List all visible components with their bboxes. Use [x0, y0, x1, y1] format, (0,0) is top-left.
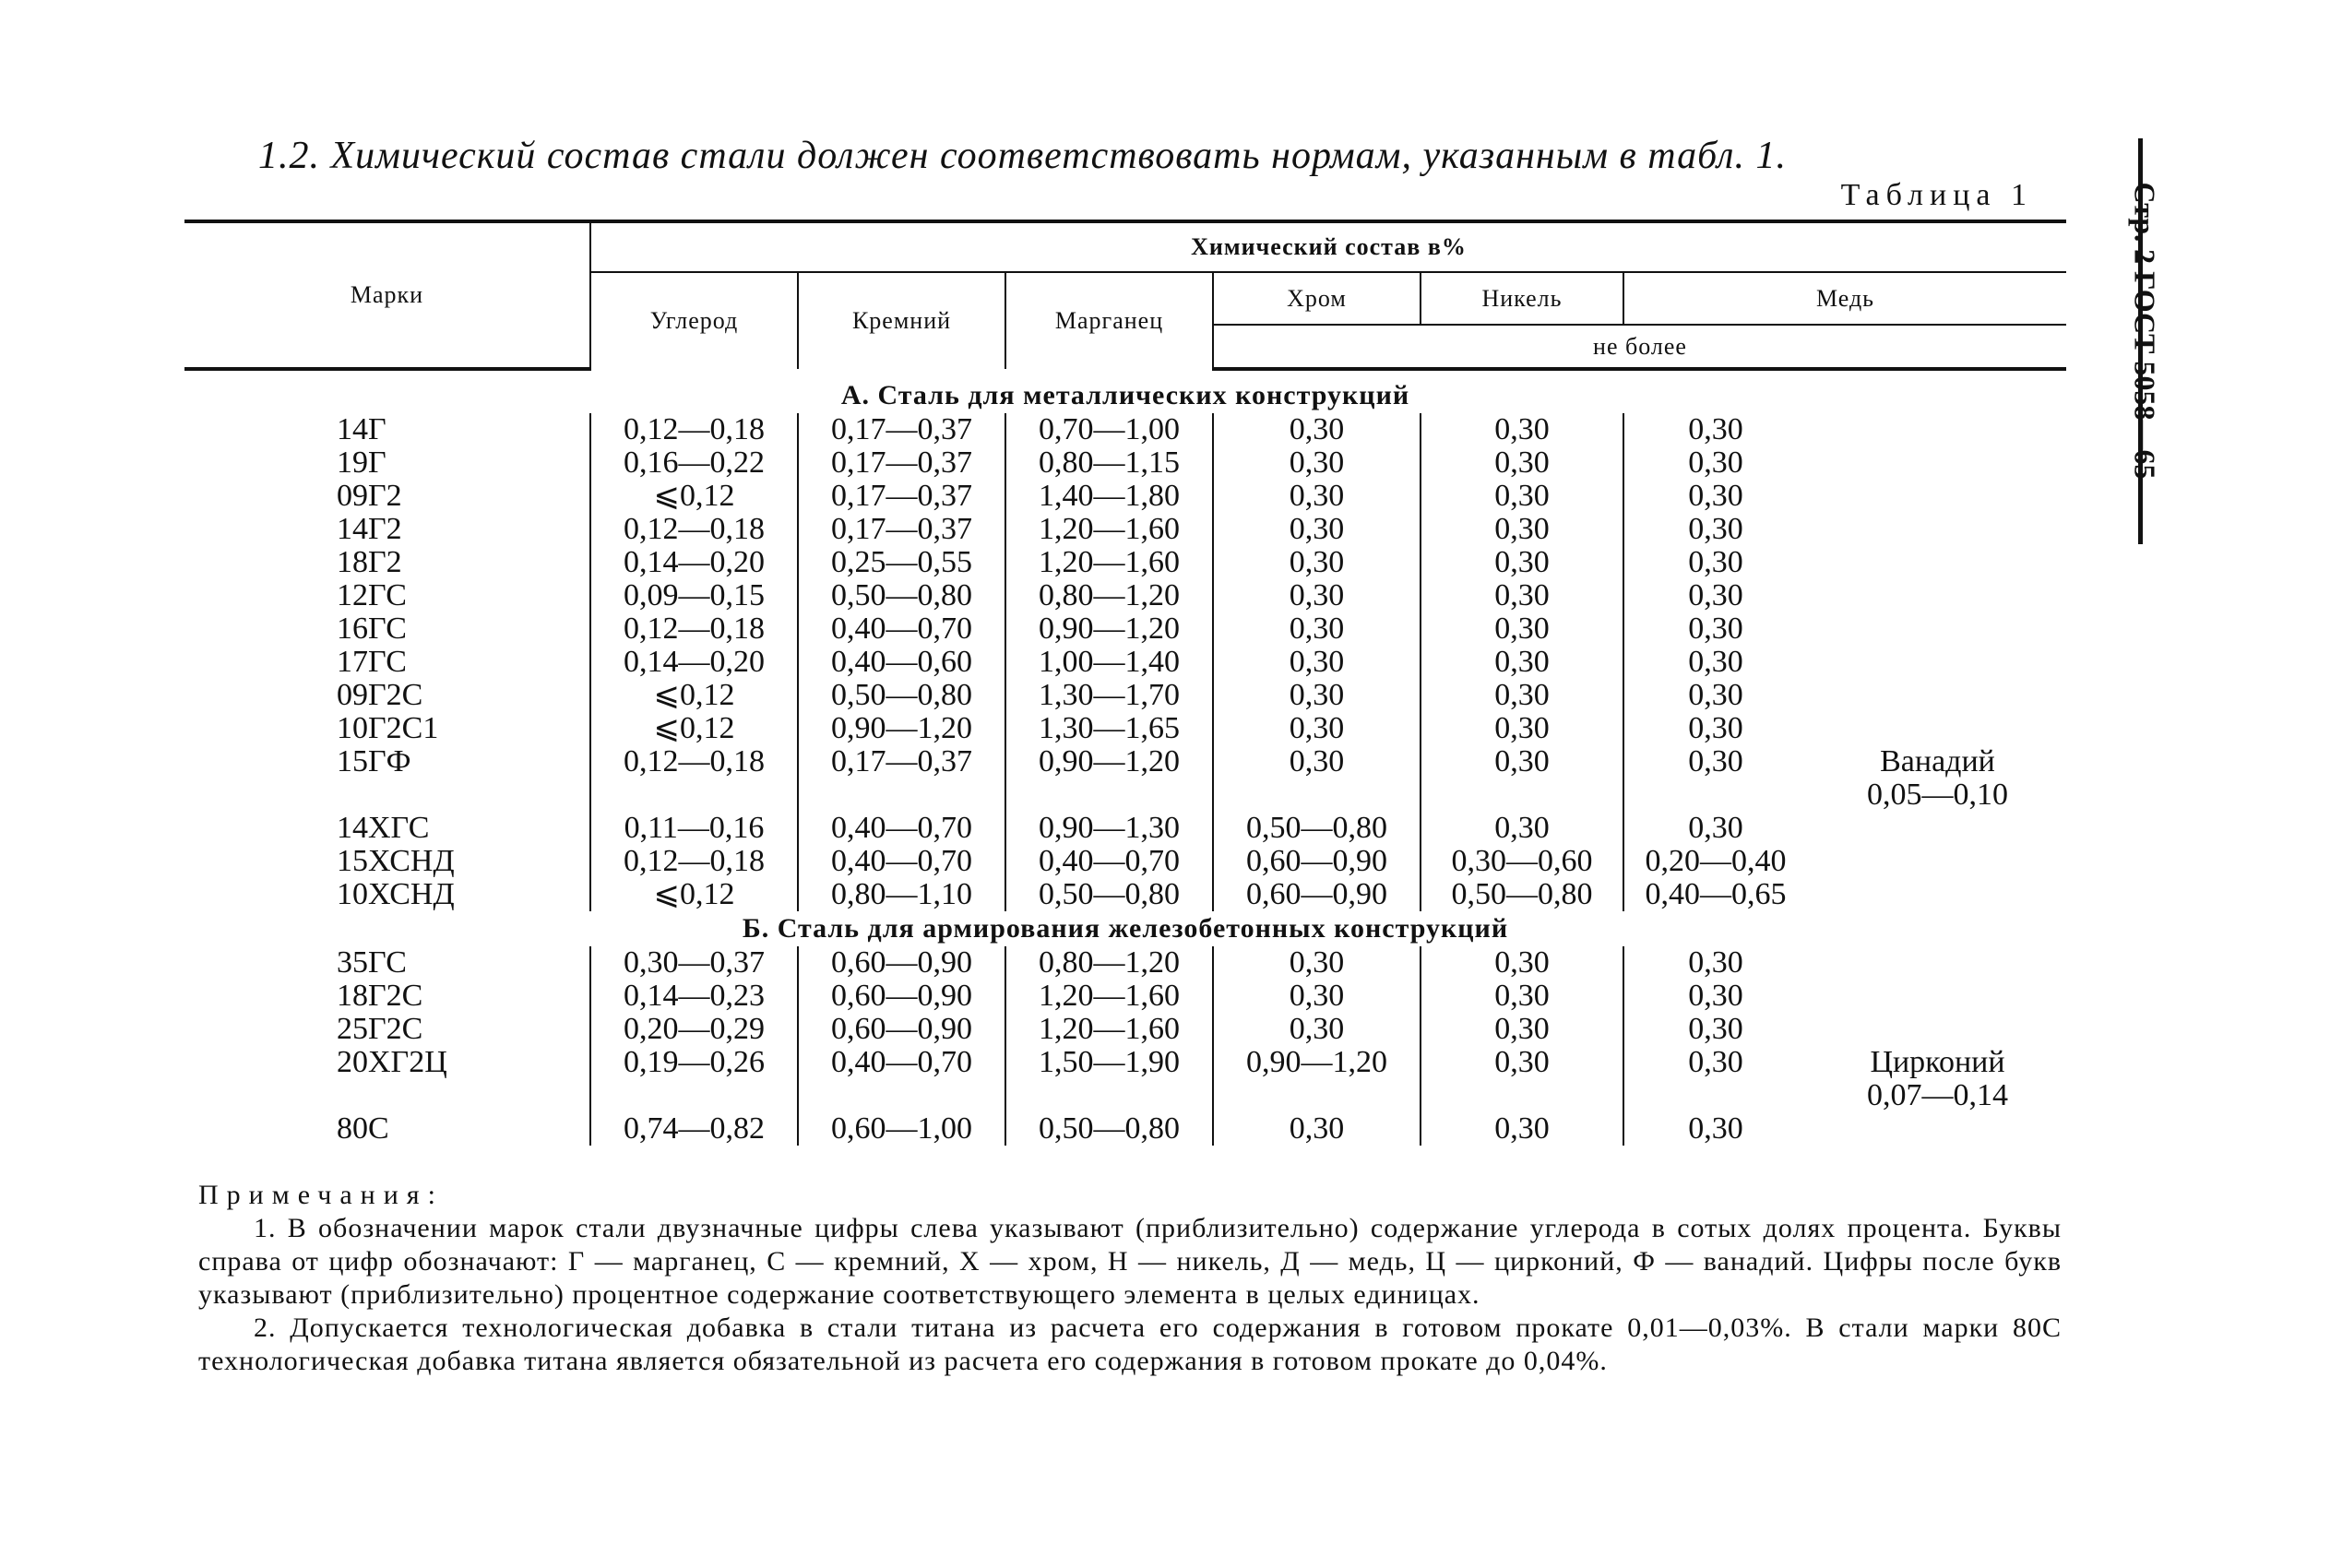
cell-cu: 0,30 — [1623, 712, 1808, 745]
cell-ni: 0,30 — [1421, 712, 1623, 745]
cell-mn: 0,50—0,80 — [1005, 878, 1213, 911]
table-row — [184, 679, 2066, 712]
cell-si: 0,17—0,37 — [798, 446, 1005, 480]
cell-c: 0,09—0,15 — [590, 579, 798, 612]
cell-extra-element — [1808, 1013, 2066, 1046]
cell-mn: 0,80—1,20 — [1005, 579, 1213, 612]
table-row — [184, 712, 2066, 745]
cell-extra-element — [1808, 513, 2066, 546]
table-row — [184, 646, 2066, 679]
cell-mark: 15ХСНД — [337, 844, 455, 878]
cell-mn: 1,40—1,80 — [1005, 480, 1213, 513]
cell-cu: 0,30 — [1623, 546, 1808, 579]
table-row — [184, 480, 2066, 513]
cell-cu: 0,30 — [1623, 946, 1808, 980]
cell-extra-element — [1808, 946, 2066, 980]
cell-extra-element: Цирконий — [1870, 1045, 2005, 1079]
cell-mn: 0,90—1,20 — [1005, 612, 1213, 646]
cell-cu: 0,30 — [1623, 1112, 1808, 1146]
cell-blank — [798, 1079, 1005, 1112]
cell-ni: 0,30 — [1421, 546, 1623, 579]
cell-si: 0,40—0,70 — [798, 1046, 1005, 1079]
cell-cu: 0,30 — [1623, 612, 1808, 646]
cell-mark: 20ХГ2Ц — [337, 1045, 447, 1079]
cell-c: 0,74—0,82 — [590, 1112, 798, 1146]
cell-cr: 0,30 — [1213, 712, 1421, 745]
cell-ni: 0,30 — [1421, 1112, 1623, 1146]
cell-c: 0,20—0,29 — [590, 1013, 798, 1046]
section-b-title: Б. Сталь для армирования железобетонных конструкций — [742, 913, 1509, 944]
cell-extra-element — [1808, 712, 2066, 745]
cell-mark: 18Г2 — [337, 545, 402, 579]
cell-ni: 0,30 — [1421, 612, 1623, 646]
table-row — [184, 845, 2066, 878]
cell-c: 0,16—0,22 — [590, 446, 798, 480]
table-caption: Таблица 1 — [1840, 178, 2033, 212]
cell-extra-element — [1808, 878, 2066, 911]
cell-mark: 15ГФ — [337, 744, 411, 778]
cell-si: 0,60—0,90 — [798, 1013, 1005, 1046]
cell-cr: 0,90—1,20 — [1213, 1046, 1421, 1079]
cell-ni: 0,30 — [1421, 579, 1623, 612]
cell-cu: 0,30 — [1623, 413, 1808, 446]
cell-si: 0,17—0,37 — [798, 745, 1005, 778]
cell-si: 0,60—0,90 — [798, 980, 1005, 1013]
note-2: 2. Допускается технологическая добавка в стали титана из расчета его содержания в готовом прокате 0,01—0,03%. В стали марки 80С технологическая добавка титана является обязательной из расчета его содержания в готовом прокате до 0,04%. — [198, 1313, 2062, 1376]
cell-cu: 0,30 — [1623, 1046, 1808, 1079]
cell-mark: 12ГС — [337, 578, 407, 612]
table-row — [184, 513, 2066, 546]
cell-cr: 0,30 — [1213, 446, 1421, 480]
cell-ni: 0,30 — [1421, 480, 1623, 513]
cell-extra-element — [1808, 579, 2066, 612]
cell-c: 0,12—0,18 — [590, 513, 798, 546]
cell-blank — [1421, 778, 1623, 812]
cell-c: 0,19—0,26 — [590, 1046, 798, 1079]
cell-extra-element — [1808, 845, 2066, 878]
cell-mn: 1,30—1,70 — [1005, 679, 1213, 712]
cell-ni: 0,30 — [1421, 679, 1623, 712]
cell-ni: 0,30 — [1421, 646, 1623, 679]
notes-heading: Примечания: — [198, 1180, 444, 1210]
table-row — [184, 1013, 2066, 1046]
header-manganese: Марганец — [1005, 272, 1213, 369]
cell-cu: 0,30 — [1623, 980, 1808, 1013]
note-1: 1. В обозначении марок стали двузначные цифры слева указывают (приблизительно) содержание углерода в сотых долях процента. Буквы справа от цифр обозначают: Г — марганец, С — кремний, Х — хром, Н — никель, Д — медь, Ц — цирконий, Ф — ванадий. Цифры после букв указывают (приблизительно) процентное содержание соответствующего элемента в целых единицах. — [198, 1213, 2062, 1310]
cell-mark: 16ГС — [337, 612, 407, 646]
cell-cr: 0,50—0,80 — [1213, 812, 1421, 845]
cell-cu: 0,30 — [1623, 745, 1808, 778]
cell-mark: 09Г2 — [337, 479, 402, 513]
section-a-title: А. Сталь для металлических конструкций — [840, 380, 1410, 410]
table-row — [184, 878, 2066, 911]
cell-c: ⩽0,12 — [590, 878, 798, 911]
cell-cr: 0,30 — [1213, 646, 1421, 679]
cell-extra-element — [1808, 1112, 2066, 1146]
cell-c: ⩽0,12 — [590, 679, 798, 712]
cell-c: 0,12—0,18 — [590, 413, 798, 446]
cell-mn: 1,20—1,60 — [1005, 980, 1213, 1013]
cell-ni: 0,50—0,80 — [1421, 878, 1623, 911]
cell-c: 0,14—0,23 — [590, 980, 798, 1013]
table-row — [184, 612, 2066, 646]
cell-si: 0,40—0,70 — [798, 812, 1005, 845]
cell-mark: 80С — [337, 1111, 389, 1146]
notes-block — [198, 1179, 2062, 1378]
cell-ni: 0,30 — [1421, 980, 1623, 1013]
table-row — [184, 946, 2066, 980]
cell-cr: 0,30 — [1213, 946, 1421, 980]
cell-cr: 0,30 — [1213, 980, 1421, 1013]
cell-extra-range: 0,05—0,10 — [1867, 778, 2008, 812]
cell-ni: 0,30 — [1421, 946, 1623, 980]
cell-si: 0,60—1,00 — [798, 1112, 1005, 1146]
page-side-header — [2117, 138, 2172, 544]
cell-mark: 35ГС — [337, 945, 407, 980]
cell-cr: 0,30 — [1213, 612, 1421, 646]
header-nickel: Никель — [1421, 272, 1623, 325]
cell-c: 0,30—0,37 — [590, 946, 798, 980]
cell-extra-element — [1808, 612, 2066, 646]
cell-blank — [184, 778, 590, 812]
cell-ni: 0,30—0,60 — [1421, 845, 1623, 878]
page-number-standard: Стр. 2 ГОСТ 5058—65 — [2128, 182, 2162, 480]
cell-cu: 0,30 — [1623, 679, 1808, 712]
cell-blank — [590, 778, 798, 812]
cell-extra-element — [1808, 646, 2066, 679]
header-carbon: Углерод — [590, 272, 798, 369]
cell-mn: 1,20—1,60 — [1005, 1013, 1213, 1046]
cell-ni: 0,30 — [1421, 745, 1623, 778]
cell-extra-element — [1808, 480, 2066, 513]
cell-si: 0,17—0,37 — [798, 480, 1005, 513]
cell-blank — [590, 1079, 798, 1112]
cell-cr: 0,30 — [1213, 1013, 1421, 1046]
header-not-more: не более — [1213, 325, 2066, 369]
table-row-continuation — [184, 778, 2066, 812]
cell-mn: 0,80—1,15 — [1005, 446, 1213, 480]
cell-mn: 1,30—1,65 — [1005, 712, 1213, 745]
cell-ni: 0,30 — [1421, 446, 1623, 480]
cell-mn: 0,50—0,80 — [1005, 1112, 1213, 1146]
cell-c: 0,14—0,20 — [590, 646, 798, 679]
cell-mn: 1,50—1,90 — [1005, 1046, 1213, 1079]
cell-blank — [798, 778, 1005, 812]
cell-ni: 0,30 — [1421, 1046, 1623, 1079]
cell-cr: 0,60—0,90 — [1213, 845, 1421, 878]
cell-c: 0,14—0,20 — [590, 546, 798, 579]
cell-mn: 0,70—1,00 — [1005, 413, 1213, 446]
cell-blank — [1623, 778, 1808, 812]
cell-mark: 19Г — [337, 445, 386, 480]
cell-c: ⩽0,12 — [590, 712, 798, 745]
cell-cu: 0,30 — [1623, 480, 1808, 513]
cell-cr: 0,30 — [1213, 679, 1421, 712]
table-row — [184, 579, 2066, 612]
cell-extra-element — [1808, 812, 2066, 845]
cell-si: 0,50—0,80 — [798, 579, 1005, 612]
header-composition: Химический состав в% — [590, 221, 2066, 272]
cell-cr: 0,30 — [1213, 745, 1421, 778]
table-row — [184, 980, 2066, 1013]
cell-cu: 0,20—0,40 — [1623, 845, 1808, 878]
cell-si: 0,90—1,20 — [798, 712, 1005, 745]
cell-cu: 0,30 — [1623, 646, 1808, 679]
table-body — [184, 369, 2066, 1146]
cell-cu: 0,40—0,65 — [1623, 878, 1808, 911]
cell-ni: 0,30 — [1421, 513, 1623, 546]
cell-si: 0,25—0,55 — [798, 546, 1005, 579]
cell-si: 0,80—1,10 — [798, 878, 1005, 911]
cell-cu: 0,30 — [1623, 513, 1808, 546]
cell-c: 0,11—0,16 — [590, 812, 798, 845]
cell-ni: 0,30 — [1421, 413, 1623, 446]
cell-blank — [1005, 1079, 1213, 1112]
cell-extra-range: 0,07—0,14 — [1867, 1078, 2008, 1112]
cell-extra-element — [1808, 546, 2066, 579]
cell-mn: 0,80—1,20 — [1005, 946, 1213, 980]
cell-ni: 0,30 — [1421, 1013, 1623, 1046]
cell-mark: 14ХГС — [337, 811, 430, 845]
cell-c: 0,12—0,18 — [590, 845, 798, 878]
cell-c: 0,12—0,18 — [590, 745, 798, 778]
cell-cu: 0,30 — [1623, 446, 1808, 480]
cell-si: 0,40—0,70 — [798, 845, 1005, 878]
cell-si: 0,40—0,60 — [798, 646, 1005, 679]
cell-blank — [184, 1079, 590, 1112]
header-marks: Марки — [184, 221, 590, 369]
chemical-composition-table — [184, 220, 2066, 1146]
cell-cr: 0,30 — [1213, 513, 1421, 546]
cell-blank — [1421, 1079, 1623, 1112]
cell-c: ⩽0,12 — [590, 480, 798, 513]
cell-extra-element — [1808, 446, 2066, 480]
table-row — [184, 546, 2066, 579]
header-copper: Медь — [1623, 272, 2066, 325]
cell-mark: 14Г2 — [337, 512, 402, 546]
cell-cr: 0,30 — [1213, 1112, 1421, 1146]
cell-extra-element: Ванадий — [1880, 744, 1995, 778]
cell-ni: 0,30 — [1421, 812, 1623, 845]
cell-si: 0,17—0,37 — [798, 413, 1005, 446]
cell-cr: 0,60—0,90 — [1213, 878, 1421, 911]
cell-mark: 17ГС — [337, 645, 407, 679]
table-row-continuation — [184, 1079, 2066, 1112]
cell-cr: 0,30 — [1213, 546, 1421, 579]
table-row — [184, 446, 2066, 480]
cell-mn: 1,00—1,40 — [1005, 646, 1213, 679]
table-row — [184, 812, 2066, 845]
cell-blank — [1213, 1079, 1421, 1112]
cell-cu: 0,30 — [1623, 1013, 1808, 1046]
cell-mn: 0,90—1,20 — [1005, 745, 1213, 778]
cell-cr: 0,30 — [1213, 413, 1421, 446]
cell-si: 0,40—0,70 — [798, 612, 1005, 646]
cell-blank — [1623, 1079, 1808, 1112]
table-row — [184, 1112, 2066, 1146]
cell-mark: 18Г2С — [337, 979, 423, 1013]
cell-extra-element — [1808, 980, 2066, 1013]
section-a-row — [184, 378, 2066, 413]
header-silicon: Кремний — [798, 272, 1005, 369]
cell-blank — [1213, 778, 1421, 812]
cell-cr: 0,30 — [1213, 480, 1421, 513]
table-row — [184, 413, 2066, 446]
cell-extra-element — [1808, 413, 2066, 446]
cell-mark: 10Г2С1 — [337, 711, 439, 745]
cell-c: 0,12—0,18 — [590, 612, 798, 646]
cell-mn: 0,90—1,30 — [1005, 812, 1213, 845]
cell-cr: 0,30 — [1213, 579, 1421, 612]
cell-cu: 0,30 — [1623, 812, 1808, 845]
cell-si: 0,17—0,37 — [798, 513, 1005, 546]
cell-mn: 1,20—1,60 — [1005, 513, 1213, 546]
header-chromium: Хром — [1213, 272, 1421, 325]
cell-mn: 1,20—1,60 — [1005, 546, 1213, 579]
cell-si: 0,50—0,80 — [798, 679, 1005, 712]
cell-mark: 09Г2С — [337, 678, 423, 712]
table-row — [184, 745, 2066, 778]
section-b-row — [184, 911, 2066, 946]
cell-mark: 10ХСНД — [337, 877, 455, 911]
intro-paragraph: 1.2. Химический состав стали должен соответствовать нормам, указанным в табл. 1. — [258, 135, 1787, 177]
cell-mn: 0,40—0,70 — [1005, 845, 1213, 878]
cell-extra-element — [1808, 679, 2066, 712]
cell-cu: 0,30 — [1623, 579, 1808, 612]
table-row — [184, 1046, 2066, 1079]
cell-mark: 25Г2С — [337, 1012, 423, 1046]
cell-si: 0,60—0,90 — [798, 946, 1005, 980]
cell-blank — [1005, 778, 1213, 812]
cell-mark: 14Г — [337, 412, 386, 446]
